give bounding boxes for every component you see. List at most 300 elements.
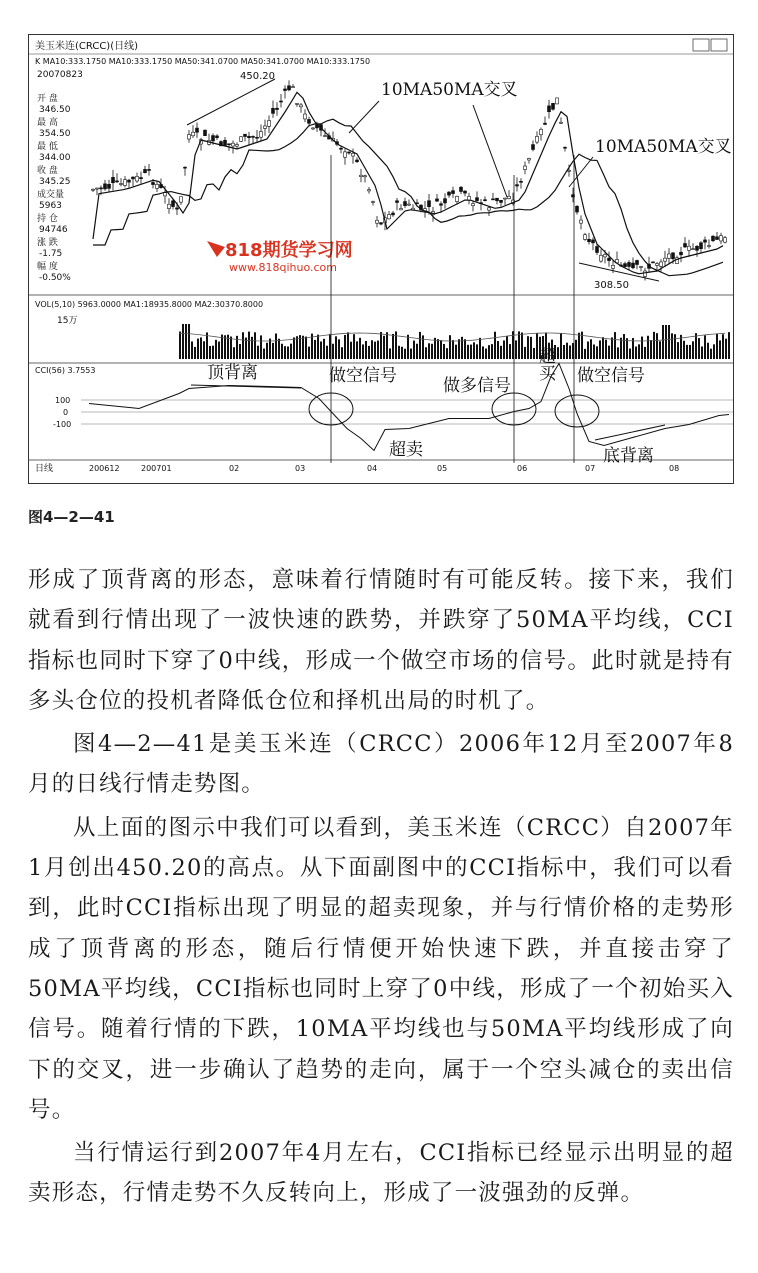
volume-bar	[590, 339, 592, 359]
volume-bar	[710, 349, 712, 359]
volume-bar	[620, 338, 622, 359]
volume-bar	[623, 334, 625, 359]
volume-bar	[410, 349, 412, 359]
candle-body	[268, 120, 271, 126]
volume-bar	[254, 332, 256, 359]
candle-body	[476, 198, 479, 201]
candle-body	[92, 189, 95, 190]
info-label: 最 高	[37, 118, 58, 128]
volume-bar	[488, 345, 490, 359]
volume-bar	[500, 346, 502, 359]
candle-body	[696, 246, 699, 250]
volume-bar	[344, 335, 346, 359]
volume-bar	[473, 342, 475, 359]
volume-bar	[521, 333, 523, 359]
info-value: 5963	[39, 201, 62, 211]
candle-body	[228, 144, 231, 145]
candle-body	[292, 87, 295, 88]
volume-bar	[665, 325, 667, 359]
price-high-label: 450.20	[240, 71, 275, 82]
candle-body	[472, 204, 475, 206]
volume-bar	[563, 345, 565, 359]
volume-bar	[668, 325, 670, 359]
volume-bar	[179, 331, 181, 359]
volume-bar	[464, 339, 466, 359]
volume-bar	[230, 337, 232, 359]
volume-bar	[701, 346, 703, 359]
volume-bar	[509, 344, 511, 359]
volume-bar	[224, 335, 226, 359]
volume-bar	[527, 336, 529, 359]
volume-bar	[221, 335, 223, 359]
volume-bar	[524, 347, 526, 359]
candle-body	[668, 254, 671, 258]
volume-bar	[281, 344, 283, 359]
candle-body	[172, 201, 175, 207]
volume-bar	[209, 346, 211, 359]
x-tick-label: 03	[295, 464, 306, 473]
info-value: 94746	[39, 225, 68, 235]
volume-bar	[602, 337, 604, 359]
volume-bar	[629, 348, 631, 359]
volume-panel	[179, 324, 730, 359]
candle-body	[164, 193, 167, 196]
candle-body	[104, 184, 107, 189]
volume-bar	[578, 333, 580, 359]
candle-body	[428, 201, 431, 207]
volume-bar	[689, 345, 691, 359]
candle-body	[264, 126, 267, 128]
volume-bar	[296, 336, 298, 359]
volume-bar	[407, 335, 409, 359]
candle-body	[612, 265, 615, 268]
candle-body	[484, 200, 487, 201]
candle-body	[260, 132, 263, 138]
short-signal-label-1: 做空信号	[329, 366, 397, 386]
volume-bar	[233, 347, 235, 359]
candle-body	[464, 191, 467, 193]
candle-body	[644, 271, 647, 276]
info-value: -0.50%	[39, 273, 71, 283]
volume-bar	[446, 348, 448, 359]
volume-bar	[617, 347, 619, 359]
chart-title: 美玉米连(CRCC)(日线)	[35, 41, 139, 52]
candle-body	[600, 255, 603, 261]
x-tick-label: 04	[367, 464, 378, 473]
cci-tick-minus-100: -100	[53, 420, 72, 429]
x-tick-label: 05	[437, 464, 448, 473]
volume-bar	[437, 339, 439, 359]
candle-body	[684, 244, 687, 247]
overbought-label: 超买	[535, 347, 555, 381]
long-signal-label: 做多信号	[443, 376, 511, 396]
volume-bar	[659, 341, 661, 359]
candle-body	[364, 176, 367, 177]
volume-bar	[719, 340, 721, 359]
volume-bar	[203, 341, 205, 359]
candle-body	[380, 223, 383, 224]
volume-bar	[293, 337, 295, 359]
volume-bar	[308, 347, 310, 359]
volume-bar	[248, 332, 250, 359]
volume-bar	[347, 332, 349, 359]
volume-bar	[614, 332, 616, 359]
volume-bar	[497, 341, 499, 359]
volume-bar	[572, 343, 574, 359]
window-button-icon[interactable]	[711, 39, 727, 51]
candle-body	[592, 240, 595, 243]
candle-body	[344, 152, 347, 157]
paragraph-1: 形成了顶背离的形态，意味着行情随时有可能反转。接下来，我们就看到行情出现了一波快速的跌势，并跌穿了50MA平均线，CCI指标也同时下穿了0中线，形成一个做空市场的信号。此时就是持有多头仓位的投机者降低仓位和择机出局的时机了。	[28, 567, 734, 714]
candle-body	[496, 198, 499, 201]
volume-bar	[479, 338, 481, 359]
volume-bar	[605, 340, 607, 359]
candle-body	[576, 206, 579, 212]
candle-body	[284, 89, 287, 91]
volume-bar	[242, 332, 244, 359]
volume-bar	[698, 338, 700, 359]
candle-body	[204, 130, 207, 136]
volume-bar	[494, 332, 496, 359]
volume-bar	[266, 343, 268, 359]
x-axis-name: 日线	[35, 464, 54, 474]
x-tick-label: 06	[517, 464, 528, 473]
volume-bar	[467, 345, 469, 359]
x-axis	[89, 464, 679, 473]
stock-chart	[28, 34, 734, 484]
cci-header: CCI(56) 3.7553	[35, 366, 96, 375]
volume-bar	[707, 343, 709, 359]
candle-body	[392, 213, 395, 215]
volume-bar	[596, 346, 598, 359]
volume-bar	[257, 346, 259, 359]
info-label: 涨 跌	[37, 238, 58, 248]
candle-body	[688, 246, 691, 250]
volume-bar	[518, 331, 520, 359]
flame-icon	[207, 241, 225, 257]
candle-body	[120, 184, 123, 185]
candle-body	[308, 119, 311, 123]
candle-body	[304, 114, 307, 119]
volume-bar	[302, 336, 304, 359]
candle-body	[560, 122, 563, 123]
volume-bar	[365, 341, 367, 359]
volume-bar	[671, 333, 673, 359]
candle-body	[440, 204, 443, 206]
volume-unit: 15万	[57, 316, 78, 326]
volume-bar	[188, 324, 190, 359]
article-body	[28, 560, 734, 1214]
volume-bar	[449, 335, 451, 359]
info-label: 开 盘	[37, 94, 58, 104]
candle-body	[188, 135, 191, 139]
candle-body	[436, 199, 439, 201]
x-tick-label: 200612	[89, 464, 120, 473]
candle-body	[288, 86, 291, 90]
volume-bar	[359, 338, 361, 359]
info-value: 346.50	[39, 105, 71, 115]
volume-bar	[482, 346, 484, 359]
candle-body	[224, 140, 227, 145]
candle-body	[584, 235, 587, 240]
oversold-label: 超卖	[389, 440, 423, 460]
volume-bar	[458, 339, 460, 359]
candle-body	[552, 103, 555, 109]
candle-body	[116, 181, 119, 182]
candle-body	[448, 192, 451, 195]
volume-bar	[593, 345, 595, 359]
short-signal-label-2: 做空信号	[577, 366, 645, 386]
volume-bar	[653, 332, 655, 359]
candle-body	[508, 196, 511, 198]
candle-body	[488, 208, 491, 210]
volume-bar	[341, 347, 343, 359]
volume-bar	[503, 340, 505, 359]
info-label: 20070823	[37, 70, 83, 80]
window-button-icon[interactable]	[693, 39, 709, 51]
chart-canvas	[29, 35, 733, 483]
volume-bar	[182, 324, 184, 359]
volume-bar	[377, 341, 379, 359]
candle-body	[656, 264, 659, 266]
candle-body	[184, 167, 187, 168]
cci-tick-0: 0	[63, 408, 69, 417]
volume-bar	[470, 345, 472, 359]
candle-body	[176, 208, 179, 209]
candle-body	[664, 258, 667, 261]
volume-bar	[716, 333, 718, 359]
volume-bar	[404, 349, 406, 359]
volume-bar	[287, 346, 289, 359]
volume-bar	[722, 334, 724, 359]
volume-bar	[431, 344, 433, 359]
volume-bar	[425, 347, 427, 359]
volume-bar	[626, 338, 628, 359]
volume-bar	[566, 343, 568, 359]
candle-body	[604, 254, 607, 256]
volume-bar	[686, 345, 688, 359]
candle-body	[528, 158, 531, 160]
candle-body	[216, 136, 219, 138]
volume-bar	[692, 341, 694, 359]
paragraph-2: 图4—2—41是美玉米连（CRCC）2006年12月至2007年8月的日线行情走势图。	[28, 731, 734, 798]
candle-body	[276, 108, 279, 109]
volume-bar	[638, 344, 640, 359]
candle-body	[500, 200, 503, 202]
info-value: 354.50	[39, 129, 71, 139]
candle-body	[548, 106, 551, 112]
volume-bar	[491, 344, 493, 359]
candle-body	[396, 201, 399, 203]
volume-bar	[383, 336, 385, 359]
candle-body	[144, 169, 147, 172]
candle-body	[124, 180, 127, 186]
watermark-url: www.818qihuo.com	[229, 261, 337, 274]
price-panel	[92, 80, 727, 280]
volume-bar	[380, 332, 382, 359]
volume-bar	[353, 334, 355, 359]
volume-bar	[260, 335, 262, 359]
volume-bar	[218, 342, 220, 359]
volume-bar	[569, 345, 571, 359]
quote-info-panel	[37, 70, 83, 283]
volume-bar	[386, 332, 388, 359]
volume-bar	[356, 341, 358, 359]
cci-tick-100: 100	[55, 396, 71, 405]
ma10-line	[93, 92, 723, 273]
candle-body	[524, 166, 527, 170]
volume-bar	[314, 340, 316, 359]
candle-body	[340, 148, 343, 149]
volume-bar	[650, 340, 652, 359]
candle-body	[556, 98, 559, 104]
candle-body	[252, 136, 255, 137]
candle-body	[148, 169, 151, 170]
volume-header: VOL(5,10) 5963.0000 MA1:18935.8000 MA2:30370.8000	[35, 300, 264, 309]
volume-bar	[644, 347, 646, 359]
volume-bar	[362, 344, 364, 359]
candle-body	[660, 262, 663, 266]
candle-body	[140, 178, 143, 179]
candle-body	[368, 190, 371, 191]
volume-bar	[278, 339, 280, 359]
candle-body	[588, 239, 591, 241]
volume-bar	[389, 348, 391, 359]
volume-bar	[485, 349, 487, 359]
candle-body	[724, 238, 727, 242]
candle-body	[532, 145, 535, 150]
volume-bar	[350, 342, 352, 359]
candle-body	[540, 129, 543, 134]
candle-body	[708, 246, 711, 247]
candle-body	[400, 208, 403, 209]
candle-body	[460, 187, 463, 191]
candle-body	[132, 177, 135, 179]
candle-body	[352, 153, 355, 156]
x-tick-label: 200701	[141, 464, 172, 473]
figure-caption: 图4—2—41	[28, 508, 115, 526]
volume-bar	[461, 337, 463, 359]
candle-body	[180, 197, 183, 202]
volume-bar	[284, 346, 286, 359]
volume-bar	[272, 343, 274, 359]
volume-bar	[290, 344, 292, 359]
candle-body	[516, 185, 519, 186]
volume-bar	[728, 332, 730, 359]
candle-body	[156, 184, 159, 188]
info-label: 持 仓	[37, 214, 58, 224]
candle-body	[652, 262, 655, 263]
volume-bar	[317, 335, 319, 359]
volume-bar	[194, 347, 196, 359]
candle-body	[520, 181, 523, 182]
candle-body	[544, 123, 547, 124]
candle-body	[704, 240, 707, 242]
candle-body	[564, 147, 567, 148]
volume-bar	[704, 335, 706, 359]
volume-bar	[455, 345, 457, 359]
x-tick-label: 07	[585, 464, 596, 473]
candle-body	[408, 204, 411, 205]
candle-body	[372, 202, 375, 203]
volume-bar	[197, 339, 199, 359]
volume-bar	[206, 332, 208, 359]
info-value: 345.25	[39, 177, 71, 187]
info-label: 最 低	[37, 142, 58, 152]
volume-bar	[584, 349, 586, 359]
volume-bar	[191, 341, 193, 359]
candle-body	[256, 137, 259, 138]
candle-body	[128, 180, 131, 182]
info-label: 幅 度	[37, 262, 58, 272]
candle-body	[580, 220, 583, 223]
candle-body	[632, 263, 635, 268]
volume-bar	[428, 343, 430, 359]
candle-body	[232, 143, 235, 146]
volume-bar	[575, 340, 577, 359]
volume-bar	[323, 339, 325, 359]
volume-bar	[713, 344, 715, 359]
volume-bar	[275, 333, 277, 359]
volume-bar	[416, 344, 418, 359]
volume-bar	[452, 340, 454, 359]
candle-body	[272, 108, 275, 113]
candle-body	[376, 220, 379, 223]
volume-bar	[413, 341, 415, 359]
candle-body	[100, 188, 103, 189]
candle-body	[720, 236, 723, 241]
volume-bar	[560, 333, 562, 359]
volume-bar	[476, 344, 478, 359]
info-label: 成交量	[37, 190, 65, 200]
volume-bar	[635, 347, 637, 359]
paragraph-3: 从上面的图示中我们可以看到，美玉米连（CRCC）自2007年1月创出450.20的高点。从下面副图中的CCI指标中，我们可以看到，此时CCI指标出现了明显的超卖现象，并与行情价格的走势形成了顶背离的形态，随后行情便开始快速下跌，并直接击穿了50MA平均线，CCI指标也同时上穿了0中线，形成了一个初始买入信号。随着行情的下跌，10MA平均线也与50MA平均线形成了向下的交叉，进一步确认了趋势的走向，属于一个空头减仓的卖出信号。	[28, 814, 734, 1123]
volume-bar	[656, 333, 658, 359]
volume-bar	[335, 336, 337, 359]
volume-bar	[515, 340, 517, 359]
candle-body	[240, 137, 243, 142]
volume-bar	[305, 337, 307, 359]
candle-body	[112, 177, 115, 182]
candle-body	[348, 152, 351, 153]
volume-bar	[338, 339, 340, 359]
candle-body	[168, 204, 171, 208]
bottom-divergence-label: 底背离	[603, 446, 654, 466]
volume-bar	[677, 342, 679, 359]
volume-bar	[326, 346, 328, 359]
volume-bar	[662, 325, 664, 359]
volume-bar	[392, 334, 394, 359]
candle-body	[636, 260, 639, 264]
volume-bar	[695, 333, 697, 359]
volume-bar	[674, 334, 676, 359]
candle-body	[680, 252, 683, 255]
volume-bar	[587, 341, 589, 359]
info-value: 344.00	[39, 153, 71, 163]
volume-bar	[329, 334, 331, 359]
candle-body	[504, 198, 507, 199]
volume-bar	[608, 346, 610, 359]
candle-body	[192, 132, 195, 136]
window-buttons[interactable]	[693, 39, 727, 51]
candle-body	[712, 236, 715, 241]
candle-body	[536, 136, 539, 142]
candle-body	[312, 128, 315, 129]
candle-body	[444, 199, 447, 203]
candle-body	[96, 188, 99, 189]
volume-bar	[641, 337, 643, 359]
volume-bar	[440, 340, 442, 359]
